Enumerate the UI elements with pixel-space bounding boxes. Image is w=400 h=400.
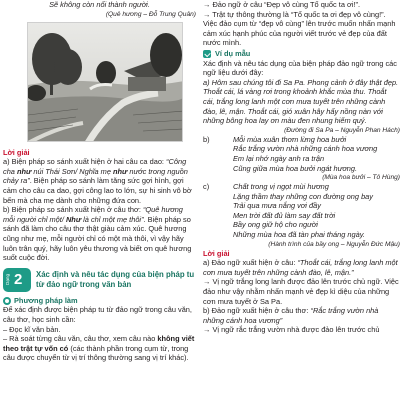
right-solution-b-explain: → Vị ngữ rắc trắng vườn nhà được đảo lên trước chủ [203,325,380,335]
right-note-1: → Đảo ngữ ở câu “Đẹp vô cùng Tổ quốc ta ơi!”. [203,0,361,9]
right-column [203,0,400,335]
method-bullet-icon [3,297,11,305]
example-intro: Xác định và nêu tác dụng của biện pháp đảo ngữ trong các ngữ liệu dưới đây: [203,58,397,78]
example-poem-c-line-5: Bầy ong giữ hộ cho người [233,220,318,230]
section-number: 2 [14,270,23,288]
left-solution-heading: Lời giải [3,147,30,157]
example-check-icon [203,50,211,58]
example-title: Ví dụ mẫu [215,48,251,58]
section-number-badge [3,268,31,292]
top-poem-reference: (Quê hương – Đỗ Trung Quân) [105,10,196,18]
right-solution-b: b) Đảo ngữ xuất hiện ở câu thơ: “Rắc trắng vườn nhà những cánh hoa vương” [203,306,379,325]
example-poem-c-line-1: c) Chất trong vị ngọt mùi hương [203,182,329,192]
left-answer-b: b) Biện pháp so sánh xuất hiện ở câu thơ: “Quê hương mỗi người chỉ một/ Như là chỉ một mẹ thôi”. Biện pháp so sánh đã làm cho câu thơ thật giàu cảm xúc. Quê hương cũng như mẹ, mỗi người chỉ có một mà thôi, vì vậy hãy luôn trân quý, hãy luôn yêu thương và biết ơn quê hương suốt cuộc đời. [3,205,192,263]
left-answer-a: a) Biện pháp so sánh xuất hiện ở hai câu ca dao: “Công cha như núi Thái Sơn/ Nghĩa mẹ như nước trong nguồn chảy ra”. Biện pháp so sánh làm tăng sức gợi hình, gợi cảm cho câu ca dao, gợi công lao to lớn, sự hi sinh vô bờ bến mà cha mẹ dành cho những đứa con. [3,157,192,205]
right-solution-a: a) Đảo ngữ xuất hiện ở câu: “Thoắt cái, trắng long lanh một cơn mưa tuyết trên những cành đào, lê, mận.” [203,258,398,277]
example-poem-c-line-2: Lặng thầm thay những con đường ong bay [233,191,373,201]
example-poem-c-line-3: Trải qua mưa nắng vơi đầy [233,201,321,211]
example-poem-b-ref: (Mùa hoa bưởi – Tô Hùng) [322,174,400,182]
example-poem-b-line-4: Cũng giữa mùa hoa bưởi ngát hương. [233,163,358,173]
example-poem-c-ref: (Hành trình của bầy ong – Nguyễn Đức Mậu) [268,240,400,248]
section-label: Dạng [5,273,10,285]
example-passage-a: a) Hôm sau chúng tôi đi Sa Pa. Phong cảnh ở đây thật đẹp. Thoắt cái, lá vàng rơi trong khoảnh khắc mùa thu. Thoắt cái, trắng long lanh một cơn mưa tuyết trên những cành đào, lê, mận. Thoắt cái, gió xuân hây hẩy nồng nàn với những bông hoa lay ơn màu đen nhung hiếm quý. [203,77,399,126]
method-intro: Để xác định được biện pháp tu từ đảo ngữ trong câu văn, câu thơ, học sinh cần: [3,305,192,324]
example-poem-c-line-4: Men trời đất đủ làm say đất trời [233,210,336,220]
village-drawing [28,23,183,142]
example-passage-a-ref: (Đường đi Sa Pa – Nguyễn Phan Hách) [284,126,400,134]
method-step-1: – Đọc kĩ văn bản. [3,324,61,334]
village-illustration [27,22,183,142]
section-title: Xác định và nêu tác dụng của biện pháp tu từ đảo ngữ trong văn bản [36,269,195,289]
right-solution-heading: Lời giải [203,248,230,258]
method-step-2: – Rà soát từng câu văn, câu thơ, xem câu nào không viết theo trật tự vốn có (các thành phần trong cụm từ, trong câu được chuyển từ vị trí thông thường sang vị trí khác). [3,334,195,363]
example-poem-b-line-2: Rắc trắng vườn nhà những cánh hoa vương [233,144,378,154]
example-poem-b-line-3: Em lại nhớ ngày anh ra trận [233,153,325,163]
example-heading [203,49,400,59]
method-title: Phương pháp làm [14,295,78,305]
method-heading [3,296,196,306]
example-poem-c-line-6: Những mùa hoa đã tàn phai tháng ngày. [233,230,365,240]
top-poem-line: Sẽ không còn nổi thành người. [49,0,150,9]
right-note-2: → Trật tự thông thường là “Tổ quốc ta ơi đẹp vô cùng!”. Việc đảo cụm từ “đẹp vô cùng” lên trước muốn nhấn mạnh cảm xúc hạnh phúc của người viết trước vẻ đẹp của đất nước mình. [203,9,396,48]
section-heading-dang-2 [3,268,196,294]
right-solution-a-explain: → Vị ngữ trắng long lanh được đảo lên trước chủ ngữ. Việc đảo như vậy nhằm nhấn mạnh vẻ đẹp kì diệu của những cơn mưa tuyết ở Sa Pa. [203,277,399,306]
left-column [0,0,196,363]
example-poem-b-line-1: b) Mỗi mùa xuân thơm lừng hoa bưởi [203,134,347,144]
